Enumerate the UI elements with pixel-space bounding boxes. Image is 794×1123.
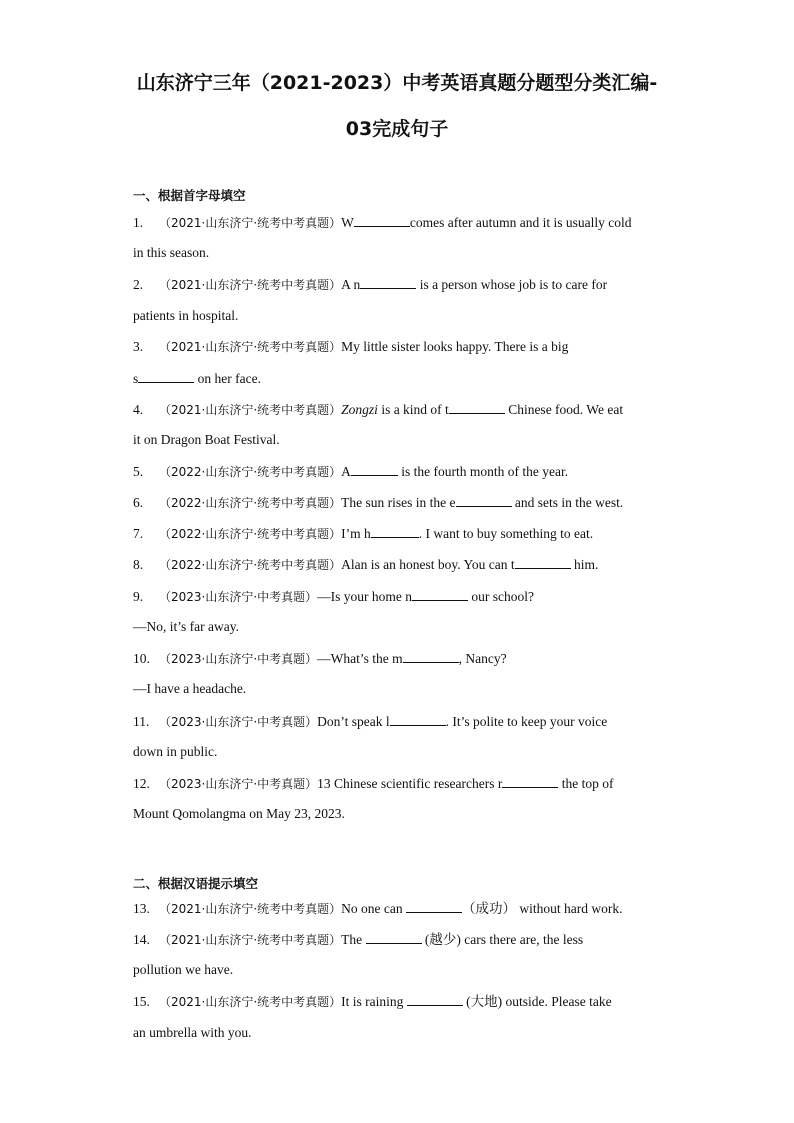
question-source: （2021·山东济宁·统考中考真题） xyxy=(159,278,342,292)
question-source: （2023·山东济宁·中考真题） xyxy=(159,590,318,604)
question-2 xyxy=(133,276,607,293)
answer-blank[interactable] xyxy=(371,525,419,538)
answer-blank[interactable] xyxy=(456,494,512,507)
question-3-cont xyxy=(133,370,261,387)
question-source: （2021·山东济宁·统考中考真题） xyxy=(159,403,342,417)
question-text: him. xyxy=(570,557,599,572)
question-text: I’m h xyxy=(341,526,371,541)
question-source: （2022·山东济宁·统考中考真题） xyxy=(159,527,342,541)
question-number: 8. xyxy=(133,557,144,572)
question-11-cont: down in public. xyxy=(133,744,218,759)
answer-blank[interactable] xyxy=(412,588,468,601)
question-number: 1. xyxy=(133,215,144,230)
question-text: （成功） without hard work. xyxy=(462,901,623,916)
question-text: A n xyxy=(341,277,361,292)
question-4-cont: it on Dragon Boat Festival. xyxy=(133,432,280,447)
question-source: （2023·山东济宁·中考真题） xyxy=(159,777,318,791)
answer-blank[interactable] xyxy=(360,276,416,289)
answer-blank[interactable] xyxy=(406,900,462,913)
question-text: is the fourth month of the year. xyxy=(397,464,569,479)
answer-blank[interactable] xyxy=(351,463,398,476)
question-text: (越少) cars there are, the less xyxy=(421,932,584,947)
question-14 xyxy=(133,931,583,948)
question-source: （2021·山东济宁·统考中考真题） xyxy=(159,216,342,230)
question-number: 6. xyxy=(133,495,144,510)
question-7 xyxy=(133,525,593,542)
question-text: The xyxy=(341,932,366,947)
answer-blank[interactable] xyxy=(390,713,446,726)
question-12 xyxy=(133,775,613,792)
document-title-line2: 03完成句子 xyxy=(345,118,449,140)
question-12-cont: Mount Qomolangma on May 23, 2023. xyxy=(133,806,345,821)
question-3 xyxy=(133,339,568,355)
document-title-line1: 山东济宁三年（2021-2023）中考英语真题分题型分类汇编- xyxy=(136,72,658,94)
question-1-cont: in this season. xyxy=(133,245,210,260)
question-text: and sets in the west. xyxy=(511,495,624,510)
question-text: My little sister looks happy. There is a big xyxy=(341,339,569,354)
question-2-cont: patients in hospital. xyxy=(133,308,239,323)
answer-blank[interactable] xyxy=(366,931,422,944)
question-text: . I want to buy something to eat. xyxy=(418,526,594,541)
question-text: Alan is an honest boy. You can t xyxy=(341,557,515,572)
question-4 xyxy=(133,401,623,418)
question-text: . It’s polite to keep your voice xyxy=(445,714,608,729)
question-text: —Is your home n xyxy=(317,589,413,604)
question-text: —What’s the m xyxy=(317,651,403,666)
question-number: 12. xyxy=(133,776,150,791)
question-source: （2021·山东济宁·统考中考真题） xyxy=(159,902,342,916)
answer-blank[interactable] xyxy=(449,401,505,414)
question-text: (大地) outside. Please take xyxy=(462,994,612,1009)
question-15-cont: an umbrella with you. xyxy=(133,1025,252,1040)
question-text: on her face. xyxy=(194,371,261,386)
question-source: （2022·山东济宁·统考中考真题） xyxy=(159,496,342,510)
question-text: No one can xyxy=(341,901,407,916)
question-9 xyxy=(133,588,534,605)
section-heading-2: 二、根据汉语提示填空 xyxy=(133,876,259,891)
question-9-cont: —No, it’s far away. xyxy=(133,619,239,634)
answer-blank[interactable] xyxy=(403,650,459,663)
question-5 xyxy=(133,463,568,480)
question-text: A xyxy=(341,464,351,479)
question-text: comes after autumn and it is usually cold xyxy=(409,215,632,230)
question-1 xyxy=(133,214,632,231)
question-text: Chinese food. We eat xyxy=(504,402,624,417)
question-text: our school? xyxy=(468,589,535,604)
question-source: （2021·山东济宁·统考中考真题） xyxy=(159,340,342,354)
question-number: 13. xyxy=(133,901,150,916)
question-11 xyxy=(133,713,607,730)
question-text: is a kind of t xyxy=(377,402,449,417)
question-15 xyxy=(133,993,612,1010)
question-text: the top of xyxy=(558,776,614,791)
question-text: The sun rises in the e xyxy=(341,495,456,510)
question-6 xyxy=(133,494,623,511)
answer-blank[interactable] xyxy=(407,993,463,1006)
question-source: （2022·山东济宁·统考中考真题） xyxy=(159,558,342,572)
answer-blank[interactable] xyxy=(354,214,410,227)
question-10 xyxy=(133,650,507,667)
question-text: s xyxy=(133,371,139,386)
question-source: （2022·山东济宁·统考中考真题） xyxy=(159,465,342,479)
question-number: 2. xyxy=(133,277,144,292)
question-source: （2021·山东济宁·统考中考真题） xyxy=(159,995,342,1009)
question-number: 11. xyxy=(133,714,150,729)
question-text: It is raining xyxy=(341,994,407,1009)
question-text: Don’t speak l xyxy=(317,714,390,729)
question-text: is a person whose job is to care for xyxy=(416,277,608,292)
answer-blank[interactable] xyxy=(515,556,571,569)
question-number: 14. xyxy=(133,932,150,947)
question-italic-word: Zongzi xyxy=(341,402,378,417)
question-text: , Nancy? xyxy=(458,651,507,666)
question-number: 15. xyxy=(133,994,150,1009)
question-source: （2023·山东济宁·中考真题） xyxy=(159,652,318,666)
question-number: 7. xyxy=(133,526,144,541)
question-text: 13 Chinese scientific researchers r xyxy=(317,776,503,791)
section-heading-1: 一、根据首字母填空 xyxy=(133,188,246,203)
question-8 xyxy=(133,556,598,573)
question-source: （2021·山东济宁·统考中考真题） xyxy=(159,933,342,947)
question-source: （2023·山东济宁·中考真题） xyxy=(159,715,318,729)
question-number: 9. xyxy=(133,589,144,604)
question-10-cont: —I have a headache. xyxy=(133,681,247,696)
question-number: 4. xyxy=(133,402,144,417)
answer-blank[interactable] xyxy=(138,370,194,383)
question-number: 3. xyxy=(133,339,144,354)
question-number: 10. xyxy=(133,651,150,666)
question-13 xyxy=(133,900,623,917)
answer-blank[interactable] xyxy=(502,775,558,788)
question-text: W xyxy=(341,215,354,230)
question-number: 5. xyxy=(133,464,144,479)
question-14-cont: pollution we have. xyxy=(133,962,234,977)
